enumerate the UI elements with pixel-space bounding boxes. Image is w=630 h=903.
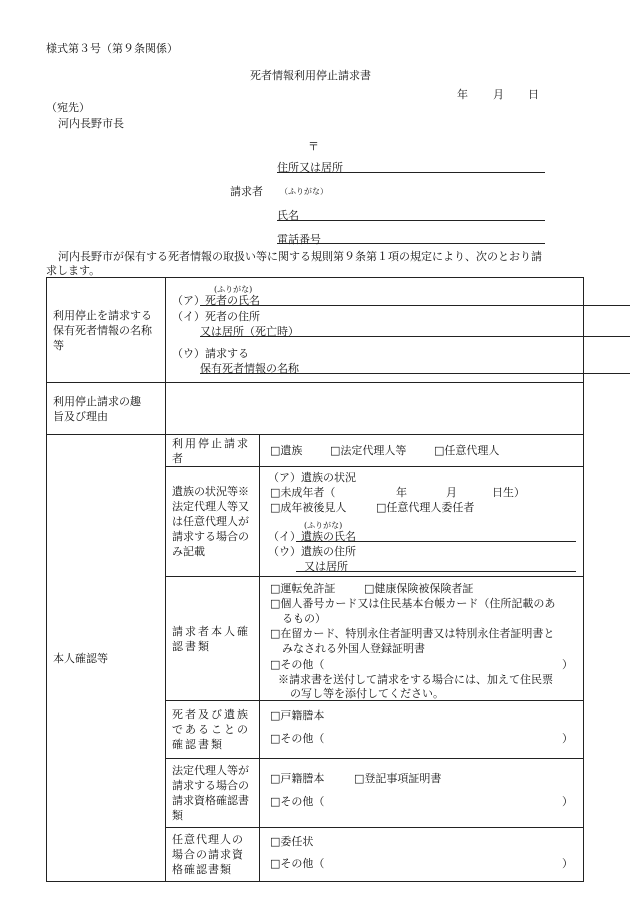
- relation-docs-label: 死者及び遺族であることの確認書類: [172, 708, 250, 751]
- family-status-cell: [260, 467, 584, 577]
- page-title: 死者情報利用停止請求書: [250, 69, 371, 82]
- option-residence-card[interactable]: □在留カード、特別永住者証明書又は特別永住者証明書と: [270, 627, 555, 640]
- option-legal-family-register[interactable]: □戸籍謄本: [270, 772, 325, 785]
- target-info-cell: [166, 278, 584, 383]
- id-docs-label: 請求者本人確認書類: [172, 624, 250, 653]
- postal-mark: 〒: [308, 140, 319, 153]
- relation-other-close: ）: [562, 732, 573, 745]
- month-label: 月: [493, 88, 504, 101]
- id-docs-cell: [260, 577, 584, 701]
- id-other-close: ）: [562, 658, 573, 671]
- legal-rep-docs-cell: [260, 759, 584, 828]
- agent-docs-cell: [260, 828, 584, 882]
- option-minor[interactable]: □未成年者（: [270, 486, 336, 499]
- identity-label-cell: [47, 435, 166, 882]
- family-address-label-2: 又は居所: [304, 560, 348, 573]
- option-id-other[interactable]: □その他（: [270, 658, 325, 671]
- family-status-heading: （ア）遺族の状況: [268, 471, 356, 484]
- year-label: 年: [457, 88, 468, 101]
- phone-label: 電話番号: [277, 233, 321, 246]
- id-docs-label-cell: [166, 577, 260, 701]
- family-status-label-cell: [166, 467, 260, 577]
- family-status-label: 遺族の状況等※法定代理人等又は任意代理人が請求する場合のみ記載: [172, 485, 249, 558]
- option-my-number-card[interactable]: □個人番号カード又は住民基本台帳カード（住所記載のあ: [270, 597, 556, 610]
- mail-note-2: の写し等を添付してください。: [290, 687, 444, 700]
- option-drivers-license[interactable]: □運転免許証: [270, 582, 336, 595]
- reason-field[interactable]: [166, 383, 584, 435]
- agent-docs-label-cell: [166, 828, 260, 882]
- option-health-insurance[interactable]: □健康保険被保険者証: [364, 582, 474, 595]
- deceased-address-field[interactable]: [200, 336, 630, 337]
- option-relation-other[interactable]: □その他（: [270, 732, 325, 745]
- requester-type-label-cell: [166, 435, 260, 467]
- deceased-name-field[interactable]: [200, 305, 630, 306]
- option-my-number-card-2: るもの）: [282, 612, 326, 625]
- option-legal-rep[interactable]: □法定代理人等: [330, 444, 407, 457]
- name-label: 氏名: [277, 209, 299, 222]
- option-bereaved[interactable]: □遺族: [270, 444, 303, 457]
- family-name-label: （イ）遺族の氏名: [268, 530, 356, 543]
- info-name-label-2: 保有死者情報の名称: [200, 362, 299, 375]
- addressee-label: （宛先）: [46, 101, 90, 114]
- birth-day-label: 日生）: [492, 486, 525, 499]
- phone-field[interactable]: [277, 243, 545, 244]
- option-legal-other[interactable]: □その他（: [270, 795, 325, 808]
- deceased-address-label-2: 又は居所（死亡時）: [200, 325, 299, 338]
- legal-rep-docs-label: 法定代理人等が請求する場合の請求資格確認書類: [172, 764, 249, 822]
- option-family-register[interactable]: □戸籍謄本: [270, 709, 325, 722]
- deceased-furigana: (ふりがな): [214, 285, 253, 294]
- identity-label: 本人確認等: [53, 651, 108, 665]
- requester-type-label: 利用停止請求者: [172, 436, 250, 465]
- info-name-label: （ウ）請求する: [172, 347, 249, 360]
- family-name-field[interactable]: [296, 541, 576, 542]
- intro-line-1: 河内長野市が保有する死者情報の取扱い等に関する規則第９条第１項の規定により、次のとおり請: [58, 250, 542, 263]
- birth-year-label: 年: [396, 486, 407, 499]
- addressee: 河内長野市長: [58, 117, 124, 130]
- target-info-label-cell: [47, 278, 166, 383]
- option-residence-card-2: みなされる外国人登録証明書: [282, 642, 425, 655]
- name-field[interactable]: [277, 220, 545, 221]
- furigana-label: （ふりがな）: [280, 187, 328, 196]
- form-number: 様式第３号（第９条関係）: [46, 42, 178, 55]
- agent-other-close: ）: [562, 857, 573, 870]
- reason-label: 利用停止請求の趣旨及び理由: [53, 394, 141, 423]
- deceased-address-label: （イ）死者の住所: [172, 310, 260, 323]
- reason-label-cell: [47, 383, 166, 435]
- option-delegator[interactable]: □任意代理人委任者: [376, 501, 475, 514]
- info-name-field[interactable]: [200, 373, 630, 374]
- family-furigana: (ふりがな): [304, 521, 343, 530]
- request-table: [46, 277, 584, 882]
- option-registry-certificate[interactable]: □登記事項証明書: [354, 772, 442, 785]
- option-voluntary-agent[interactable]: □任意代理人: [434, 444, 500, 457]
- legal-other-close: ）: [562, 795, 573, 808]
- agent-docs-label: 任意代理人の場合の請求資格確認書類: [172, 833, 244, 876]
- target-info-label: 利用停止を請求する保有死者情報の名称等: [53, 308, 152, 352]
- relation-docs-label-cell: [166, 701, 260, 759]
- intro-line-2: 求します。: [46, 264, 101, 277]
- relation-docs-cell: [260, 701, 584, 759]
- family-address-field[interactable]: [296, 571, 576, 572]
- legal-rep-docs-label-cell: [166, 759, 260, 828]
- family-address-label: （ウ）遺族の住所: [268, 545, 356, 558]
- requester-label: 請求者: [230, 185, 263, 198]
- requester-type-cell: [260, 435, 584, 467]
- birth-month-label: 月: [446, 486, 457, 499]
- mail-note: ※請求書を送付して請求をする場合には、加えて住民票: [278, 673, 553, 686]
- deceased-name-label: （ア）死者の氏名: [172, 294, 260, 307]
- address-label: 住所又は居所: [277, 161, 343, 174]
- option-power-of-attorney[interactable]: □委任状: [270, 835, 314, 848]
- option-adult-ward[interactable]: □成年被後見人: [270, 501, 347, 514]
- option-agent-other[interactable]: □その他（: [270, 857, 325, 870]
- day-label: 日: [528, 88, 539, 101]
- address-field[interactable]: [277, 172, 545, 173]
